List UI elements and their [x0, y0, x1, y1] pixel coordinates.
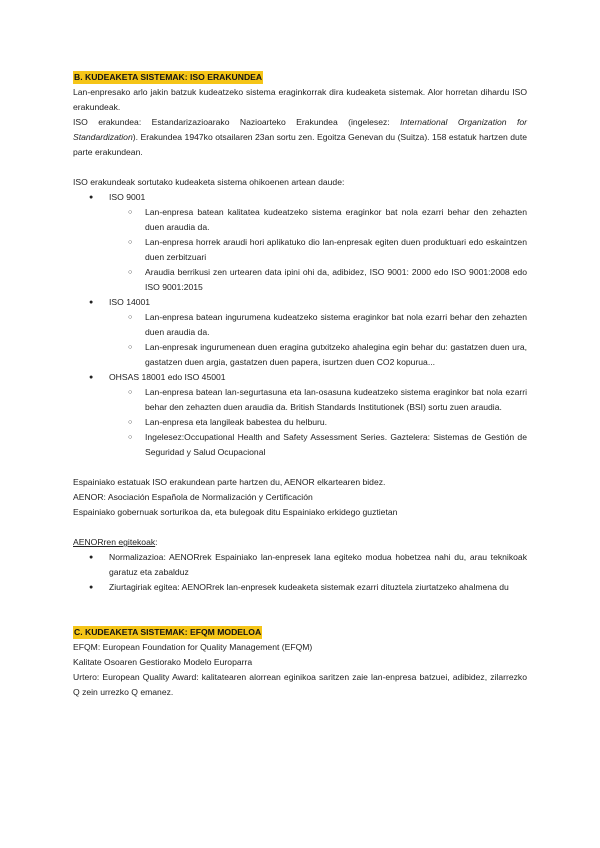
- intro-paragraph: Lan-enpresako arlo jakin batzuk kudeatzeko sistema eraginkorrak dira kudeaketa sistemak. Alor horretan dihardu ISO erakundeak.: [73, 87, 527, 112]
- aenor-title-colon: :: [155, 537, 158, 547]
- efqm-line: Urtero: European Quality Award: kalitatearen alorrean eginikoa saritzen zaie lan-enpresa batzuei, adibidez, zilarrezko Q zein urrezko Q emanez.: [73, 672, 527, 697]
- section-c-heading: C. KUDEAKETA SISTEMAK: EFQM MODELOA: [74, 627, 262, 637]
- iso-def-pre: ISO erakundea: Estandarizazioarako Nazioarteko Erakundea (ingelesez:: [73, 117, 401, 127]
- list-item: ○ Lan-enpresak ingurumenean duen eragina gutxitzeko ahalegina egin behar du: gastatzen duen ura, gastatzen duen argia, gastatzen duen papera, isurtzen duen CO2 kopurua...: [145, 340, 527, 370]
- list-item: ○ Lan-enpresa horrek araudi hori aplikatuko dio lan-enpresak egiten duen produktuari edo eskaintzen duen zerbitzuari: [145, 235, 527, 265]
- list-intro: ISO erakundeak sortutako kudeaketa sistema ohikoenen artean daude:: [73, 177, 345, 187]
- list-item: ○ Lan-enpresa batean ingurumena kudeatzeko sistema eraginkor bat nola ezarri behar den zehazten duen araudia da.: [145, 310, 527, 340]
- standard-name: OHSAS 18001 edo ISO 45001: [109, 372, 226, 382]
- spain-line: Espainiako estatuak ISO erakundean parte hartzen du, AENOR elkartearen bidez.: [73, 477, 386, 487]
- iso-definition: [73, 115, 527, 160]
- iso-def-italic: International Organization for Standardization: [73, 117, 527, 142]
- list-item: ○ Lan-enpresa batean kalitatea kudeatzeko sistema eraginkor bat nola ezarri behar den zehazten duen araudia da.: [145, 205, 527, 235]
- document-page: [73, 70, 527, 700]
- standard-name: ISO 9001: [109, 192, 146, 202]
- spain-line: AENOR: Asociación Española de Normalización y Certificación: [73, 492, 313, 502]
- aenor-title-text: AENORren egitekoak: [73, 537, 156, 547]
- list-item: ○ Lan-enpresa batean lan-segurtasuna eta lan-osasuna kudeatzeko sistema eraginkor bat nola ezarri behar den zehazten duen araudia da. British Standards Institutionek (BSI) sortu zuen araudia.: [145, 385, 527, 415]
- iso-def-post: ). Erakundea 1947ko otsailaren 23an sortu zen. Egoitza Genevan du (Suitza). 158 estatuk hartzen dute parte erakundean.: [73, 132, 527, 157]
- list-item: [109, 190, 527, 295]
- list-item: [109, 295, 527, 370]
- standards-list: [73, 190, 527, 460]
- list-item: ● Normalizazioa: AENORrek Espainiako lan-enpresek lana egiteko modua hobetzea nahi du, arau teknikoak garatuz eta zabalduz: [109, 550, 527, 580]
- efqm-line: EFQM: European Foundation for Quality Management (EFQM): [73, 642, 313, 652]
- list-item: ○ Araudia berrikusi zen urtearen data ipini ohi da, adibidez, ISO 9001: 2000 edo ISO 9001:2008 edo ISO 9001:2015: [145, 265, 527, 295]
- standard-name: ISO 14001: [109, 297, 151, 307]
- aenor-title: [73, 535, 527, 550]
- list-item: ○ Lan-enpresa eta langileak babestea du helburu.: [145, 415, 527, 430]
- list-item: ○ Ingelesez:Occupational Health and Safety Assessment Series. Gaztelera: Sistemas de Gestión de Seguridad y Salud Ocupacional: [145, 430, 527, 460]
- section-b-heading: B. KUDEAKETA SISTEMAK: ISO ERAKUNDEA: [74, 72, 263, 82]
- list-item: ● Ziurtagiriak egitea: AENORrek lan-enpresek kudeaketa sistemak ezarri dituztela ziurtatzeko ahalmena du: [109, 580, 527, 595]
- spain-line: Espainiako gobernuak sorturikoa da, eta bulegoak ditu Espainiako erkidego guztietan: [73, 507, 398, 517]
- efqm-line: Kalitate Osoaren Gestiorako Modelo Europarra: [73, 657, 253, 667]
- list-item: [109, 370, 527, 460]
- aenor-task-list: [73, 550, 527, 595]
